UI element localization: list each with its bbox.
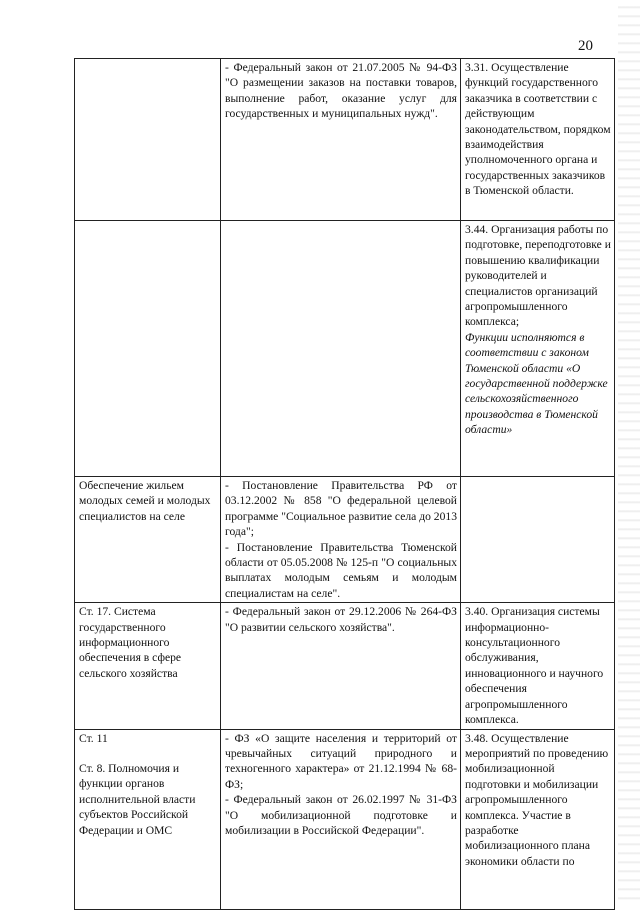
- function-text: 3.44. Организация работы по подготовке, переподготовке и повышению квалификации руководителей и специалистов организаций агропромышленного комплекса;: [465, 223, 611, 329]
- table-row: [75, 729, 615, 909]
- requirement-text: Ст. 17. Система государственного информационного обеспечения в сфере сельского хозяйства: [79, 605, 182, 680]
- table-row: [75, 59, 615, 221]
- table-cell-requirement: [75, 221, 221, 477]
- requirement-text: Ст. 11: [79, 731, 108, 745]
- scan-edge-artifact: [618, 0, 640, 905]
- function-note-italic: Функции исполняются в соответствии с законом Тюменской области «О государственной поддержке сельскохозяйственного производства в Тюменской области»: [465, 330, 608, 437]
- page-number: 20: [578, 38, 593, 54]
- function-text: 3.40. Организация системы информационно-консультационного обслуживания, инновационного и научного обеспечения агропромышленного комплекса.: [465, 605, 604, 727]
- table-cell-requirement: [75, 477, 221, 603]
- document-table: [74, 58, 615, 910]
- legal-basis-text: - Федеральный закон от 29.12.2006 № 264-ФЗ "О развитии сельского хозяйства".: [225, 605, 457, 634]
- table-cell-function: [461, 603, 615, 729]
- legal-basis-text: - Постановление Правительства РФ от 03.12.2002 № 858 "О федеральной целевой программе "Социальное развитие села до 2013 года";: [225, 479, 457, 539]
- requirement-text: Ст. 8. Полномочия и функции органов исполнительной власти субъектов Российской Федерации и ОМС: [79, 761, 196, 837]
- table-cell-function: [461, 221, 615, 477]
- legal-basis-text: - Федеральный закон от 26.02.1997 № 31-ФЗ "О мобилизационной подготовке и мобилизации в Российской Федерации".: [225, 793, 457, 837]
- requirement-text: Обеспечение жильем молодых семей и молодых специалистов на селе: [79, 479, 211, 523]
- table-row: [75, 603, 615, 729]
- table-cell-legal-basis: [221, 729, 461, 909]
- function-text: 3.31. Осуществление функций государственного заказчика в соответствии с действующим законодательством, порядком взаимодействия уполномоченного органа и государственных заказчиков в Тюменской области.: [465, 61, 611, 198]
- function-text: 3.48. Осуществление мероприятий по проведению мобилизационной подготовки и мобилизации агропромышленного комплекса. Участие в разработке мобилизационного плана экономики области по: [465, 731, 609, 868]
- table-cell-legal-basis: [221, 221, 461, 477]
- table-cell-legal-basis: [221, 603, 461, 729]
- table-cell-function: [461, 59, 615, 221]
- table-cell-legal-basis: [221, 477, 461, 603]
- table-cell-requirement: [75, 59, 221, 221]
- table-row: [75, 477, 615, 603]
- table-cell-function: [461, 477, 615, 603]
- legal-basis-text: - Постановление Правительства Тюменской области от 05.05.2008 № 125-п "О социальных выплатах молодым семьям и молодым специалистам на селе".: [225, 540, 457, 600]
- table-cell-requirement: [75, 603, 221, 729]
- legal-basis-text: - Федеральный закон от 21.07.2005 № 94-ФЗ "О размещении заказов на поставки товаров, выполнение работ, оказание услуг для государственных и муниципальных нужд".: [225, 61, 457, 121]
- table-cell-requirement: [75, 729, 221, 909]
- table-cell-function: [461, 729, 615, 909]
- legal-basis-text: - ФЗ «О защите населения и территорий от чревычайных ситуаций природного и техногенного характера» от 21.12.1994 № 68-ФЗ;: [225, 731, 457, 791]
- table-row: [75, 221, 615, 477]
- spacer: [79, 746, 217, 761]
- table-cell-legal-basis: [221, 59, 461, 221]
